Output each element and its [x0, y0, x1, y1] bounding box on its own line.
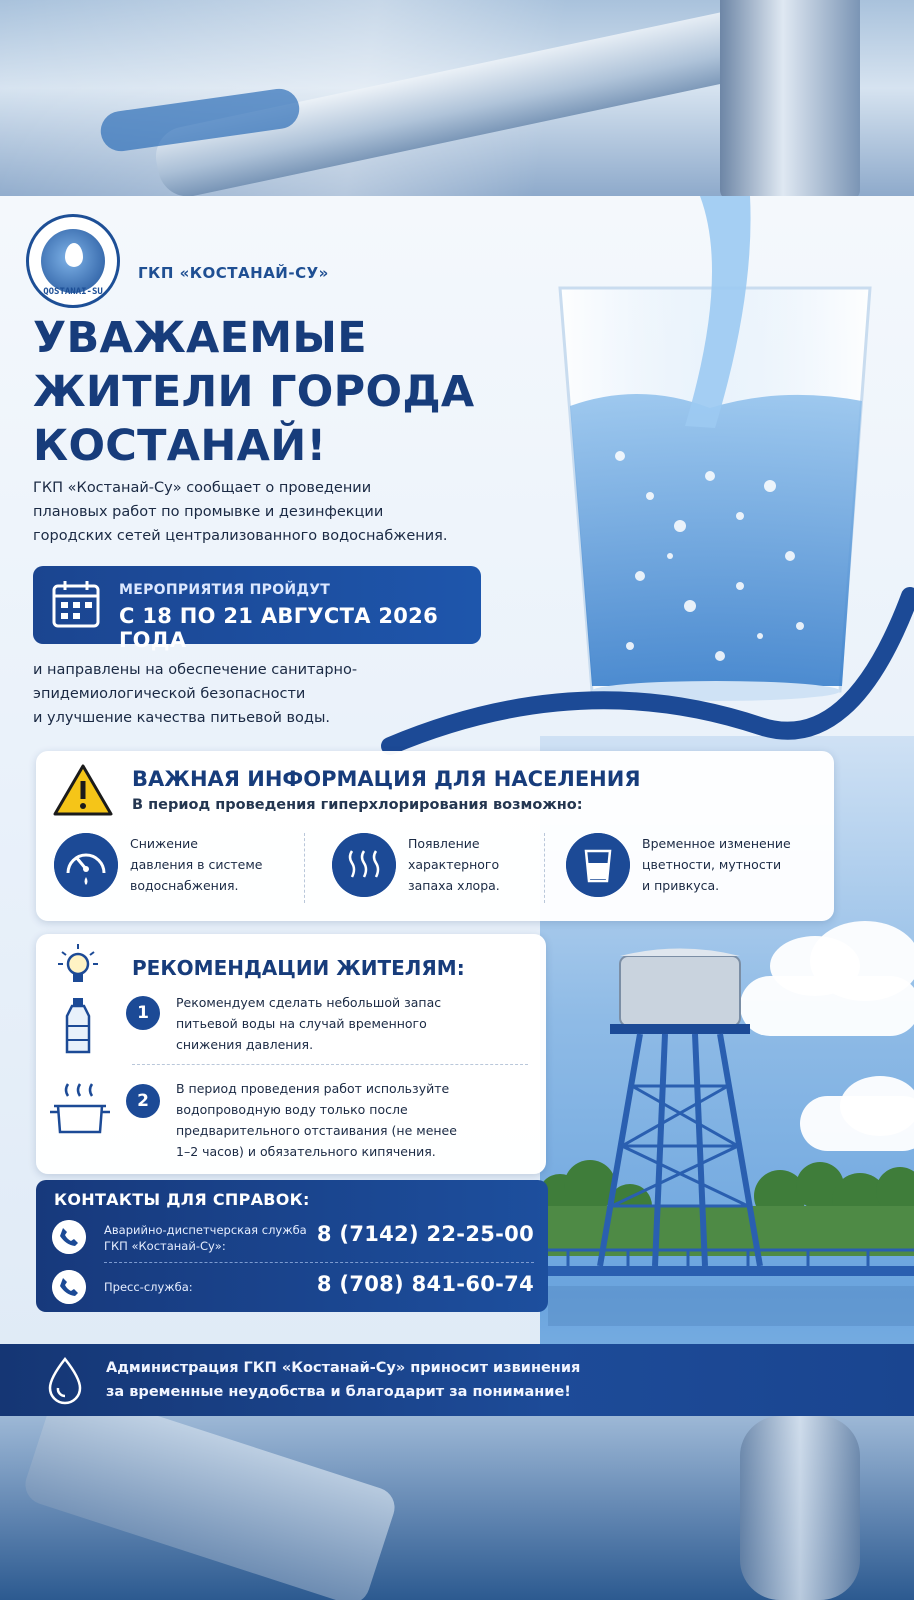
company-logo: QOSTANAI-SU [26, 214, 120, 308]
bottom-background-photo [0, 1416, 914, 1600]
water-glass-icon [566, 833, 630, 897]
recommendations-title: РЕКОМЕНДАЦИИ ЖИТЕЛЯМ: [132, 956, 465, 980]
footer-banner [0, 1344, 914, 1416]
lightbulb-icon [56, 942, 100, 990]
announcement-poster [0, 196, 914, 1416]
water-bottle-icon [62, 996, 94, 1056]
recommendations-card [36, 934, 546, 1174]
effect-pressure: Снижение давления в системе водоснабжения. [54, 829, 314, 905]
warning-icon [52, 763, 114, 817]
recommendation-2: В период проведения работ используйте водопроводную воду только после предварительного отстаивания (не менее 1–2 часов) и обязательного кипячения. [176, 1081, 457, 1159]
dates-value: С 18 ПО 21 АВГУСТА 2026 ГОДА [119, 604, 439, 652]
purpose-text: и направлены на обеспечение санитарно- эпидемиологической безопасности и улучшение качества питьевой воды. [33, 662, 358, 726]
dates-label: МЕРОПРИЯТИЯ ПРОЙДУТ [119, 582, 331, 598]
water-drop-icon [42, 1356, 88, 1406]
contact-row-dispatch: Аварийно-диспетчерская служба ГКП «Костанай-Су»: 8 (7142) 22-25-00 [36, 1216, 548, 1260]
effect-water-quality: Временное изменение цветности, мутности и привкуса. [566, 829, 826, 905]
contacts-title: КОНТАКТЫ ДЛЯ СПРАВОК: [54, 1190, 310, 1209]
recommendation-1: Рекомендуем сделать небольшой запас питьевой воды на случай временного снижения давления. [176, 995, 442, 1052]
phone-number[interactable]: 8 (708) 841-60-74 [316, 1272, 534, 1296]
cooking-pot-icon [48, 1080, 112, 1138]
important-subtitle: В период проведения гиперхлорирования возможно: [132, 797, 583, 813]
contacts-panel [36, 1180, 548, 1312]
intro-text: ГКП «Костанай-Су» сообщает о проведении плановых работ по промывке и дезинфекции городских сетей централизованного водоснабжения. [33, 480, 448, 544]
pressure-gauge-icon [54, 833, 118, 897]
step-number-badge: 1 [126, 996, 160, 1030]
phone-number[interactable]: 8 (7142) 22-25-00 [316, 1222, 534, 1246]
important-info-card [36, 751, 834, 921]
dates-banner [33, 566, 481, 652]
water-tower-illustration [580, 946, 780, 1276]
headline: УВАЖАЕМЫЕ ЖИТЕЛИ ГОРОДА КОСТАНАЙ! [33, 313, 475, 471]
phone-icon [52, 1220, 86, 1254]
footer-text: Администрация ГКП «Костанай-Су» приносит извинения за временные неудобства и благодарит за понимание! [106, 1360, 581, 1400]
smell-waves-icon [332, 833, 396, 897]
organization-name: ГКП «КОСТАНАЙ-СУ» [138, 264, 329, 282]
step-number-badge: 2 [126, 1084, 160, 1118]
important-title: ВАЖНАЯ ИНФОРМАЦИЯ ДЛЯ НАСЕЛЕНИЯ [132, 767, 641, 791]
contact-row-press: Пресс-служба: 8 (708) 841-60-74 [36, 1266, 548, 1310]
phone-icon [52, 1270, 86, 1304]
bridge-illustration [548, 1246, 914, 1326]
calendar-icon [51, 578, 101, 630]
top-background-photo [0, 0, 914, 196]
effect-chlorine-smell: Появление характерного запаха хлора. [332, 829, 532, 905]
